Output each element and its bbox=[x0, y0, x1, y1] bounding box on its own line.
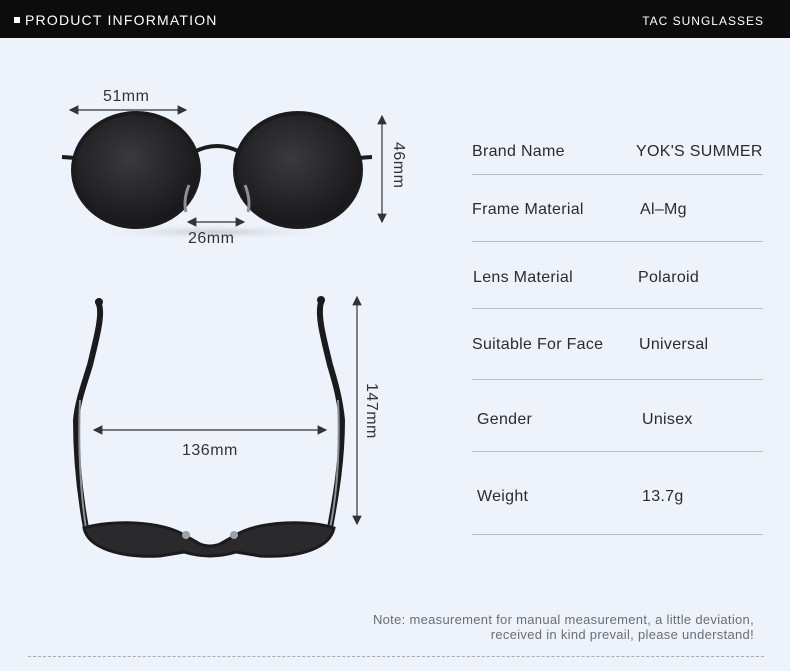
note-line-1: Note: measurement for manual measurement, a little deviation, bbox=[372, 612, 754, 627]
right-lens bbox=[235, 113, 361, 227]
front-view-glasses bbox=[62, 113, 372, 240]
divider bbox=[472, 451, 763, 452]
lens-height-label: 46mm bbox=[390, 142, 407, 189]
product-category: TAC SUNGLASSES bbox=[642, 14, 764, 28]
spec-label-face: Suitable For Face bbox=[472, 336, 604, 353]
divider bbox=[472, 308, 763, 309]
right-nose-pad-top bbox=[230, 531, 238, 539]
spec-label-frame-material: Frame Material bbox=[472, 201, 584, 218]
left-nose-pad-top bbox=[182, 531, 190, 539]
spec-value-weight: 13.7g bbox=[642, 488, 684, 505]
dashed-divider bbox=[28, 656, 764, 657]
divider bbox=[472, 379, 763, 380]
temple-width-label: 136mm bbox=[182, 442, 238, 459]
temple-length-label: 147mm bbox=[363, 383, 380, 439]
divider bbox=[472, 174, 763, 175]
top-view-glasses bbox=[76, 296, 342, 556]
spec-label-lens-material: Lens Material bbox=[473, 269, 573, 286]
bridge bbox=[194, 146, 240, 152]
spec-label-brand: Brand Name bbox=[472, 143, 565, 160]
right-temple-tip bbox=[317, 296, 325, 304]
spec-label-gender: Gender bbox=[477, 411, 533, 428]
top-frame bbox=[84, 523, 334, 557]
spec-label-weight: Weight bbox=[477, 488, 529, 505]
left-temple-tip bbox=[95, 298, 103, 306]
page-title: PRODUCT INFORMATION bbox=[25, 12, 218, 28]
lens-width-label: 51mm bbox=[103, 88, 150, 105]
spec-value-frame-material: Al–Mg bbox=[640, 201, 687, 218]
bridge-label: 26mm bbox=[188, 230, 235, 247]
spec-value-gender: Unisex bbox=[642, 411, 693, 428]
measurement-note bbox=[373, 612, 754, 642]
divider bbox=[472, 534, 763, 535]
left-lens bbox=[73, 113, 199, 227]
spec-value-brand: YOK'S SUMMER bbox=[636, 143, 763, 160]
spec-value-face: Universal bbox=[639, 336, 709, 353]
note-line-2: received in kind prevail, please understand! bbox=[490, 627, 754, 642]
spec-value-lens-material: Polaroid bbox=[638, 269, 700, 286]
divider bbox=[472, 241, 763, 242]
